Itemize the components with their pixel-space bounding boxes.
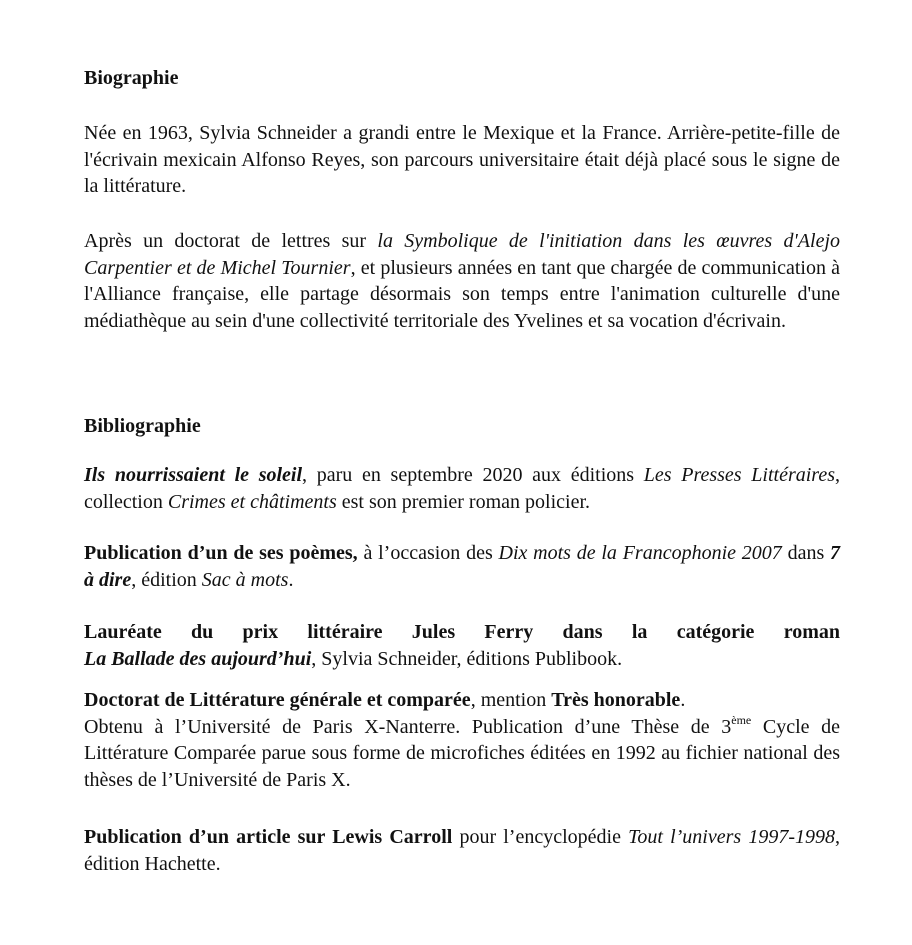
biblio-entry-3	[84, 619, 840, 672]
entry2-text-d: .	[288, 568, 294, 591]
biographie-paragraph-2	[84, 228, 840, 334]
thesis-title: la Symbolique de l'initiation dans les œuvres d'Alejo Carpentier et de Michel Tournier	[84, 230, 840, 279]
entry1-text-c: est son premier roman policier.	[336, 490, 590, 513]
entry4-body	[84, 714, 840, 794]
biblio-entry-5	[84, 824, 840, 877]
biblio-entry-1	[84, 462, 840, 515]
entry2-text-b: dans	[781, 542, 831, 564]
entry4-text-a: , mention	[470, 689, 552, 711]
entry4-line1	[84, 687, 840, 714]
entry2-text-c: , édition	[131, 568, 202, 591]
anthology-title: 7 à dire	[84, 542, 841, 591]
biographie-paragraph-1: Née en 1963, Sylvia Schneider a grandi entre le Mexique et la France. Arrière-petite-fille de l'écrivain mexicain Alfonso Reyes, son parcours universitaire était déjà placé sous le signe de la littérature.	[84, 122, 840, 197]
entry5-bold: Publication d’un article sur Lewis Carroll	[84, 826, 453, 848]
publisher-name: Les Presses Littéraires	[643, 464, 836, 486]
entry4-bold2: Très honorable	[551, 689, 681, 711]
encyclopedia-title: Tout l’univers 1997-1998	[628, 826, 835, 848]
entry2-bold: Publication d’un de ses poèmes,	[84, 542, 358, 564]
collection-name: Crimes et châtiments	[167, 490, 337, 513]
entry4-sup: ème	[731, 712, 752, 727]
entry4-text-c: Cycle de Littérature Comparée parue sous forme de microfiches éditées en 1992 au fichier national des thèses de l’Université de Paris X.	[84, 715, 841, 791]
entry5-text-b: , édition Hachette.	[84, 826, 840, 875]
entry3-title: La Ballade des aujourd’hui	[84, 647, 312, 670]
entry3-bold: Lauréate du prix littéraire Jules Ferry dans la catégorie roman	[84, 621, 840, 643]
p2-text-a: Après un doctorat de lettres sur	[84, 230, 378, 252]
section-heading-biographie: Biographie	[84, 67, 179, 89]
entry1-text-b: , collection	[84, 464, 841, 513]
entry2-text-a: à l’occasion des	[357, 542, 499, 564]
section-heading-bibliographie: Bibliographie	[84, 415, 201, 437]
p2-text-b: , et plusieurs années en tant que chargée de communication à l'Alliance française, elle partage désormais son temps entre l'animation culturelle d'une médiathèque au sein d'une collectivité territoriale des Yvelines et sa vocation d'écrivain.	[84, 256, 840, 332]
entry1-text-a: , paru en septembre 2020 aux éditions	[302, 464, 644, 486]
entry4-line2: Obtenu à l’Université de Paris X-Nanterre. Publication d’une Thèse de 3	[84, 715, 732, 738]
novel-title: Ils nourrissaient le soleil	[84, 464, 303, 486]
biblio-entry-2	[84, 540, 840, 593]
entry2-publisher: Sac à mots	[201, 568, 289, 591]
biblio-entry-4	[84, 687, 840, 793]
entry3-rest: , Sylvia Schneider, éditions Publibook.	[311, 647, 623, 670]
entry5-text-a: pour l’encyclopédie	[452, 826, 629, 848]
event-name: Dix mots de la Francophonie 2007	[498, 542, 782, 564]
entry4-text-b: .	[680, 689, 686, 711]
entry4-bold1: Doctorat de Littérature générale et comparée	[84, 689, 471, 711]
